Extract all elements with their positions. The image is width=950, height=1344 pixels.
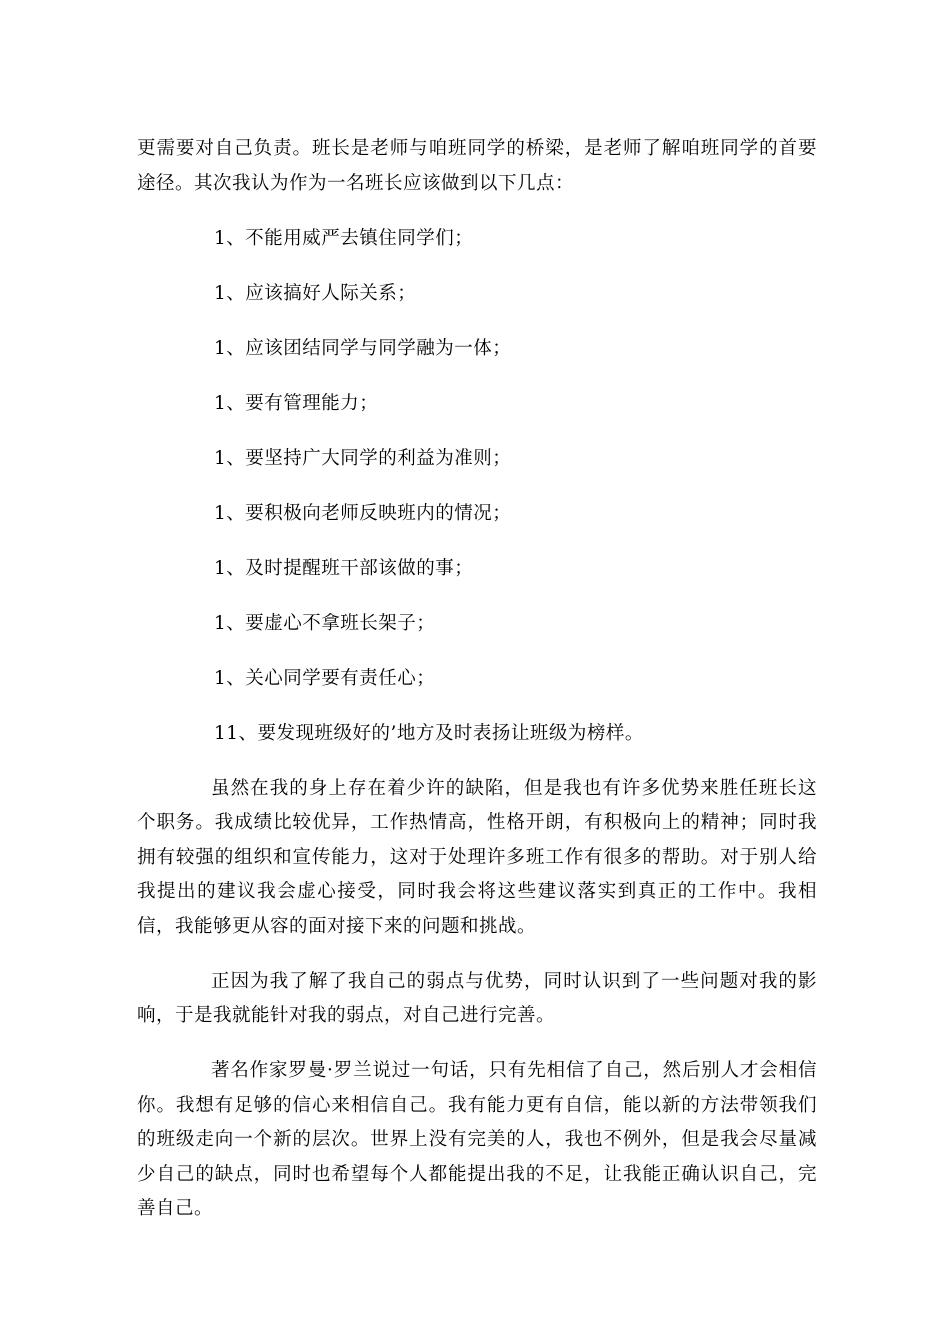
list-item: 1、应该搞好人际关系； [214,282,417,304]
list-item: 1、要虚心不拿班长架子； [214,612,436,634]
list-item: 1、不能用威严去镇住同学们； [214,227,474,249]
list-item: 1、要坚持广大同学的利益为准则； [214,447,512,469]
list-item: 1、关心同学要有责任心； [214,667,436,689]
list-item: 1、要积极向老师反映班内的情况； [214,502,512,524]
list-item: 1、要有管理能力； [214,392,379,414]
list-item: 1、及时提醒班干部该做的事； [214,557,474,579]
duty-list [137,222,817,752]
confidence-paragraph: 著名作家罗曼·罗兰说过一句话，只有先相信了自己，然后别人才会相信你。我想有足够的信心来相信自己。我有能力更有自信，能以新的方法带领我们的班级走向一个新的层次。世界上没有完美的人，我也不例外，但是我会尽量减少自己的缺点，同时也希望每个人都能提出我的不足，让我能正确认识自己，完善自己。 [137,1060,817,1219]
document-page [137,132,817,1227]
intro-paragraph: 更需要对自己负责。班长是老师与咱班同学的桥梁，是老师了解咱班同学的首要途径。其次我认为作为一名班长应该做到以下几点： [137,138,817,194]
strengths-paragraph: 虽然在我的身上存在着少许的缺陷，但是我也有许多优势来胜任班长这个职务。我成绩比较优异，工作热情高，性格开朗，有积极向上的精神；同时我拥有较强的组织和宣传能力，这对于处理许多班工作有很多的帮助。对于别人给我提出的建议我会虚心接受，同时我会将这些建议落实到真正的工作中。我相信，我能够更从容的面对接下来的问题和挑战。 [137,777,817,937]
list-item: 1、应该团结同学与同学融为一体； [214,337,512,359]
self-improvement-paragraph: 正因为我了解了我自己的弱点与优势，同时认识到了一些问题对我的影响，于是我就能针对我的弱点，对自己进行完善。 [137,970,817,1026]
list-item: 11、要发现班级好的’地方及时表扬让班级为榜样。 [214,722,644,744]
